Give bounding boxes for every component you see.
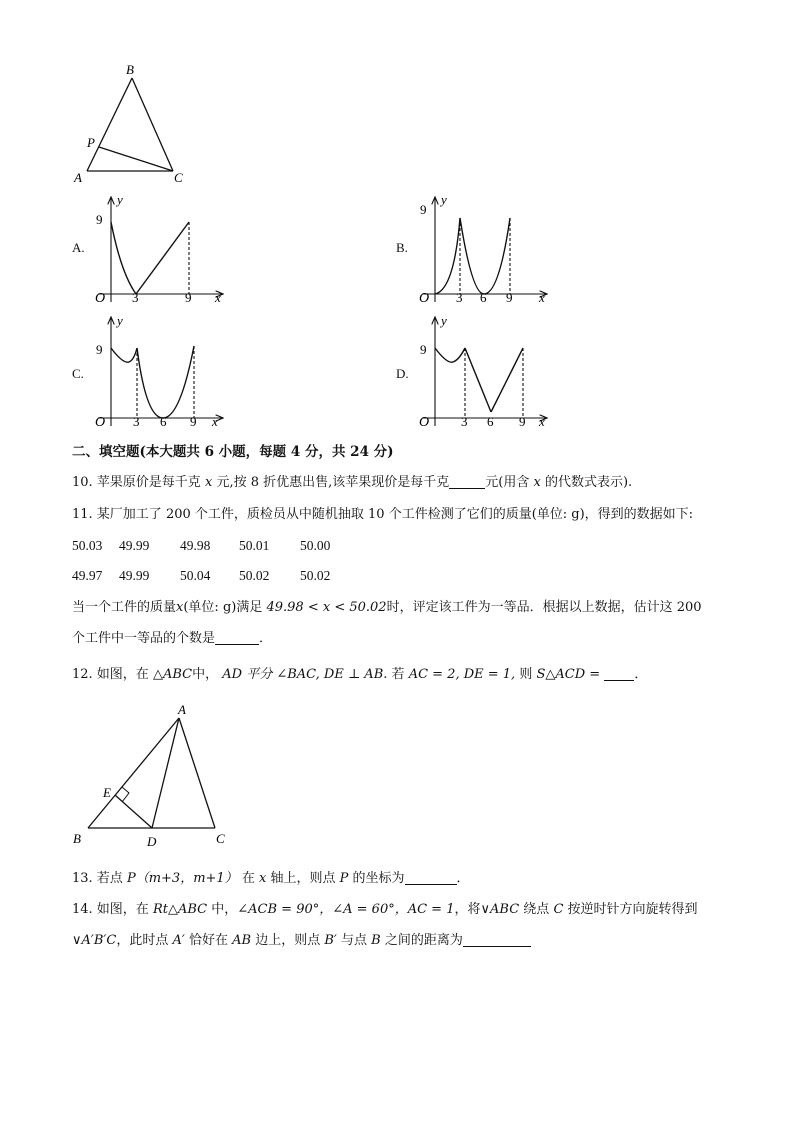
label-d: D (147, 834, 157, 849)
label-e: E (103, 785, 111, 800)
origin-label: O (419, 415, 430, 430)
option-a-graph[interactable] (90, 190, 230, 305)
x-tick-3: 3 (133, 414, 140, 429)
y-tick-9: 9 (420, 202, 427, 217)
option-c-graph[interactable] (90, 312, 230, 430)
x-tick-6: 6 (160, 414, 167, 429)
inequality: 49.98 < x < 50.02 (266, 600, 387, 615)
line-segment (136, 222, 189, 294)
x-label: x (215, 290, 221, 305)
answer-blank-14[interactable] (463, 932, 531, 947)
y-tick-9: 9 (420, 342, 427, 357)
triangle-abp-figure (60, 58, 200, 188)
question-10: 10. 苹果原价是每千克 x 元,按 8 折优惠出售,该苹果现价是每千克 元(用含 x 的代数式表示). (72, 475, 633, 490)
triangle-side-ab (87, 78, 132, 171)
x-tick-3: 3 (461, 414, 468, 429)
label-b: B (73, 831, 81, 846)
question-12: 12. 如图，在 △ABC中， AD 平分 ∠BAC, DE ⊥ AB. 若 AC = 2, DE = 1, 则 S△ACD = ． (72, 667, 648, 682)
side-ac (179, 718, 215, 828)
label-a: A (178, 702, 186, 717)
option-d-graph[interactable] (414, 312, 554, 430)
x-tick-9: 9 (190, 414, 197, 429)
answer-blank-12[interactable] (604, 666, 634, 681)
x-tick-3: 3 (132, 290, 139, 305)
answer-blank-11[interactable] (215, 630, 259, 645)
y-label: y (117, 192, 123, 207)
label-p: P (87, 135, 95, 150)
question-14-line2: ∨A′B′C，此时点 A′ 恰好在 AB 边上，则点 B′ 与点 B 之间的距离为 (72, 932, 531, 950)
question-13: 13. 若点 P（m+3，m+1） 在 x 轴上，则点 P 的坐标为 ． (72, 871, 470, 886)
option-a-letter[interactable]: A. (72, 240, 85, 255)
answer-blank-13[interactable] (405, 870, 457, 885)
option-b-letter[interactable]: B. (396, 240, 408, 255)
section-heading: 二、填空题(本大题共 6 小题，每题 4 分，共 24 分) (72, 444, 394, 460)
curve-segment (111, 222, 136, 294)
y-label: y (441, 192, 447, 207)
y-label: y (441, 313, 447, 328)
perpendicular-de (115, 795, 152, 828)
origin-label: O (95, 291, 106, 305)
x-tick-3: 3 (456, 290, 463, 305)
curve-segment (435, 348, 465, 362)
triangle-abc-figure (66, 700, 241, 850)
label-a: A (74, 170, 82, 185)
x-tick-9: 9 (506, 290, 513, 305)
y-label: y (117, 313, 123, 328)
origin-label: O (419, 291, 430, 305)
question-11-line2: 当一个工件的质量x(单位: g)满足 49.98 < x < 50.02时，评定该工件为一等品．根据以上数据，估计这 200 (72, 600, 702, 615)
option-b-graph[interactable] (414, 190, 554, 305)
origin-label: O (95, 415, 106, 430)
curve-segment-2 (137, 346, 194, 418)
line-segment-up (491, 348, 523, 412)
label-b: B (126, 62, 134, 77)
line-segment-down (465, 348, 491, 412)
x-tick-6: 6 (480, 290, 487, 305)
triangle-side-bc (132, 78, 173, 171)
right-angle-mark (122, 787, 129, 802)
x-tick-6: 6 (487, 414, 494, 429)
label-c: C (216, 831, 225, 846)
x-tick-9: 9 (519, 414, 526, 429)
question-11-line1: 11. 某厂加工了 200 个工件，质检员从中随机抽取 10 个工件检测了它们的质量(单位: g)，得到的数据如下: (72, 507, 694, 522)
y-tick-9: 9 (96, 342, 103, 357)
answer-blank-10[interactable] (449, 474, 485, 489)
question-11-line3: 个工件中一等品的个数是 ． (72, 631, 273, 646)
option-d-letter[interactable]: D. (396, 366, 409, 381)
triangle-segment-pc (99, 147, 173, 171)
option-c-letter[interactable]: C. (72, 366, 84, 381)
curve-segment-1 (111, 348, 137, 362)
x-label: x (539, 290, 545, 305)
y-tick-9: 9 (96, 212, 103, 227)
x-label: x (539, 414, 545, 429)
curve-segment-1 (435, 218, 460, 294)
x-label: x (212, 414, 218, 429)
question-14-line1: 14. 如图，在 Rt△ABC 中，∠ACB = 90°，∠A = 60°，AC = 1，将∨ABC 绕点 C 按逆时针方向旋转得到 (72, 902, 698, 917)
x-tick-9: 9 (185, 290, 192, 305)
label-c: C (174, 170, 183, 185)
curve-segment-2 (460, 218, 510, 294)
